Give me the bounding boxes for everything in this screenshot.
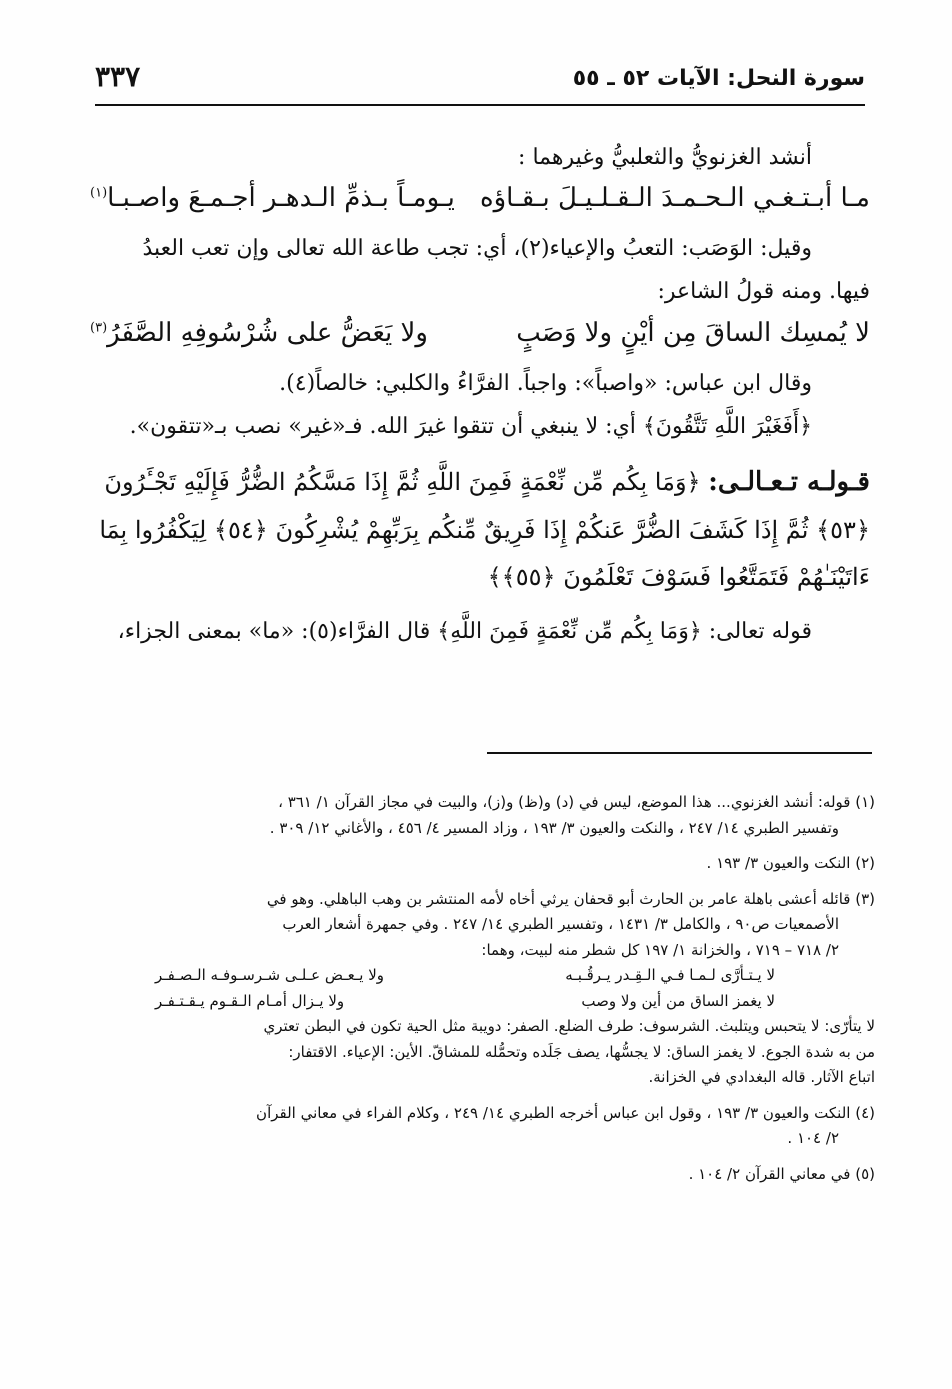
footnote-1-line-2: وتفسير الطبري ١٤/ ٢٤٧ ، والنكت والعيون ٣/ ١٩٣ ، وزاد المسير ٤/ ٤٥٦ ، والأغاني ١٢/ ٣٠٩ . (269, 818, 839, 837)
main-text (90, 140, 870, 657)
verse-2-second-hemistich (90, 318, 428, 348)
quran-line-1-text: ﴿وَمَا بِكُم مِّن نِّعْمَةٍ فَمِنَ اللَّهِ ثُمَّ إِذَا مَسَّكُمُ الضُّرُّ فَإِلَيْهِ تَجْـَٔرُونَ (104, 467, 701, 496)
page-number: ٣٣٧ (95, 60, 141, 93)
verse-1-first-hemistich: مـا أبـتـغـي الـحـمـدَ الـقـلـيـلَ بـقـاؤه (480, 183, 870, 214)
quran-line-2: ﴿٥٣﴾ ثُمَّ إِذَا كَشَفَ الضُّرَّ عَنكُمْ إِذَا فَرِيقٌ مِّنكُم بِرَبِّهِمْ يُشْرِكُونَ ﴿٥٤﴾ لِيَكْفُرُوا بِمَا (99, 516, 870, 545)
paragraph-1: أنشد الغزنويُّ والثعلبيُّ وغيرهما : (518, 145, 812, 170)
poem-1-left: ولا يـعـض عـلـى شـرسـوفـه الـصـفـر (155, 966, 385, 984)
footnote-3-gloss-1: لا يتأرّى: لا يتحبس ويتلبث. الشرسوف: طرف الضلع. الصفر: دويبة مثل الحية تكون في البطن تعتري (263, 1017, 875, 1035)
footnote-3-line-1: (٣) قائله أعشى باهلة عامر بن الحارث أبو قحفان يرثي أخاه لأمه المنتشر بن وهب الباهلي. وهو في (266, 889, 875, 908)
footnote-1-line-1: (١) قوله: أنشد الغزنوي... هذا الموضع، ليس في (د) و(ظ) و(ز)، والبيت في مجاز القرآن ١/ ٣٦١ ، (278, 793, 875, 811)
verse-1-second-text: يـومـاً بـذمِّ الـدهـر أجـمـعَ واصـبـا (107, 183, 455, 214)
verse-1-second-hemistich (90, 183, 455, 213)
poetry-verse-1 (90, 183, 870, 213)
footnote-poem-line-2 (95, 989, 875, 1015)
footnote-3-line-2: الأصمعيات ص٩٠ ، والكامل ٣/ ١٤٣١ ، وتفسير الطبري ١٤/ ٢٤٧ . وفي جمهرة أشعار العرب (282, 915, 839, 933)
poetry-verse-2 (90, 318, 870, 348)
paragraph-2-line-1: وقيل: الوَصَب: التعبُ والإعياء(٢)، أي: تجب طاعة الله تعالى وإن تعب العبدُ (142, 236, 812, 262)
quran-lead: قـولـه تـعـالـى: (708, 466, 870, 497)
footnote-separator (487, 752, 872, 754)
quran-line-1 (90, 460, 870, 504)
paragraph-3: وقال ابن عباس: «واصباً»: واجباً. الفرَّاءُ والكلبي: خالصاً(٤). (279, 370, 812, 396)
footnote-4-line-1: (٤) النكت والعيون ٣/ ١٩٣ ، وقول ابن عباس أخرجه الطبري ١٤/ ٢٤٩ ، وكلام الفراء في معاني القرآن (256, 1103, 875, 1122)
footnote-4 (95, 1101, 875, 1152)
footnote-ref-1: (١) (90, 185, 108, 201)
poem-2-right: لا يغمز الساق من أين ولا وصب (581, 991, 775, 1010)
paragraph-4: ﴿أَفَغَيْرَ اللَّهِ تَتَّقُونَ﴾ أي: لا ينبغي أن تتقوا غيرَ الله. فـ«غير» نصب بـ«تتقون». (129, 413, 812, 439)
footnote-1 (95, 790, 875, 841)
footnote-2: (٢) النكت والعيون ٣/ ١٩٣ . (706, 854, 875, 872)
footnote-3-gloss-3: اتباع الآثار. قاله البغدادي في الخزانة. (648, 1068, 875, 1086)
poem-1-right: لا يـتـأرَّى لـمـا فـي الـقِـدر يـرقُـبـه (565, 966, 775, 984)
footnote-3-gloss-2: من به شدة الجوع. لا يغمز الساق: لا يجسُّها، يصف جَلَده وتحمُّله للمشاقّ. الأين: الإعياء. الاقتفار: (288, 1042, 875, 1061)
footnotes (95, 790, 875, 1197)
quran-line-3: ءَاتَيْنَـٰهُمْ فَتَمَتَّعُوا فَسَوْفَ تَعْلَمُونَ ﴿٥٥﴾﴾ (487, 562, 870, 591)
verse-2-second-text: ولا يَعَضُّ على شُرْسُوفِهِ الصَّفَرُ (107, 317, 428, 348)
footnote-poem-line-1 (95, 963, 875, 989)
footnote-3-line-3: ٢/ ٧١٨ – ٧١٩ ، والخزانة ١/ ١٩٧ كل شطر منه لبيت، وهما: (481, 940, 839, 959)
paragraph-2-line-2: فيها. ومنه قولُ الشاعر: (657, 279, 870, 305)
page-header (95, 60, 865, 106)
footnote-ref-3: (٣) (90, 319, 108, 335)
footnote-4-line-2: ٢/ ١٠٤ . (787, 1129, 839, 1147)
running-title: سورة النحل: الآيات ٥٢ ـ ٥٥ (572, 66, 865, 91)
verse-2-first-hemistich: لا يُمسِك الساقَ مِن أيْنٍ ولا وَصَبٍ (516, 317, 870, 348)
poem-2-left: ولا يـزال أمـام الـقـوم يـقـتـفـر (155, 991, 345, 1010)
paragraph-5: قوله تعالى: ﴿وَمَا بِكُم مِّن نِّعْمَةٍ فَمِنَ اللَّهِ﴾ قال الفرَّاء(٥): «ما» بمعنى الجزاء، (117, 618, 812, 644)
footnote-5: (٥) في معاني القرآن ٢/ ١٠٤ . (688, 1164, 875, 1183)
footnote-3 (95, 887, 875, 1091)
